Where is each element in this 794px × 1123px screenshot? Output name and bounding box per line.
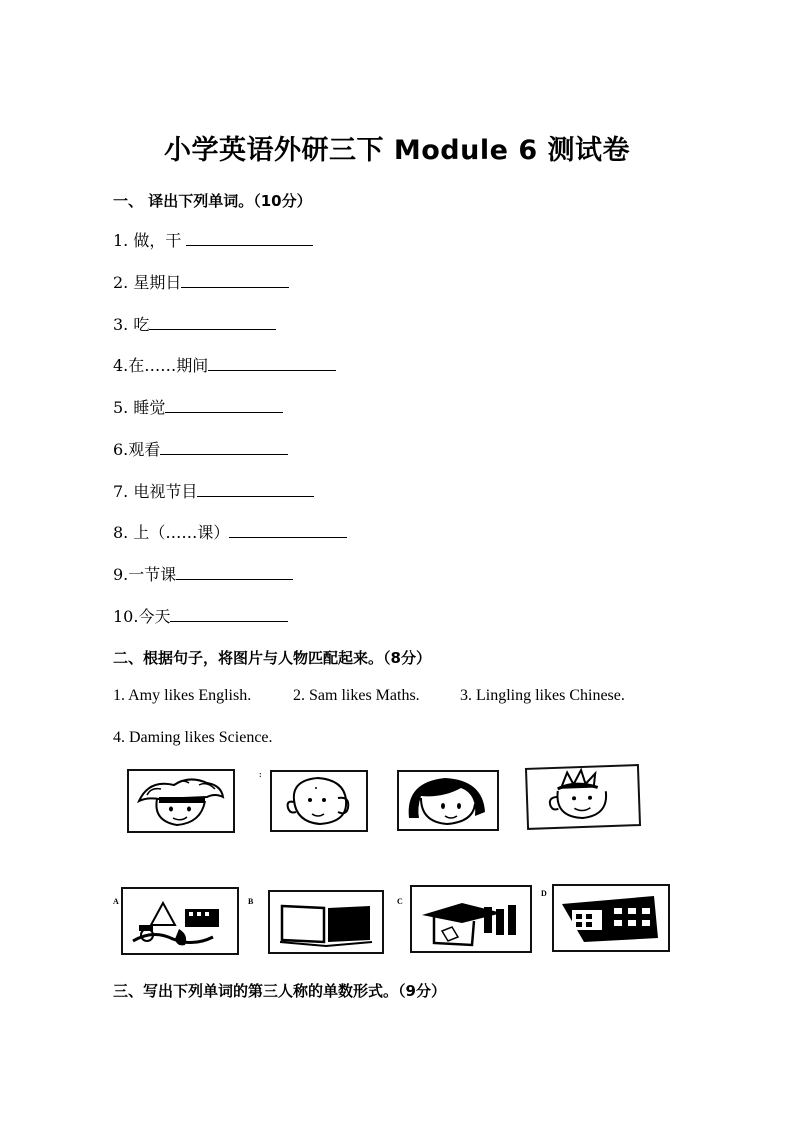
question-item-6 [113,438,288,460]
open-book-icon[interactable] [268,890,384,954]
spiky-hair-boy-face-icon[interactable] [525,764,641,830]
section-3-heading: 三、写出下列单词的第三人称的单数形式。（9分） [113,982,446,1000]
question-item-3 [113,313,276,335]
question-label: 2. 星期日 [113,273,182,292]
question-label: 6.观看 [113,440,161,459]
question-label: 1. 做，干 [113,231,187,250]
picture-letter-d: D [541,889,547,898]
question-item-5 [113,396,283,418]
girl-face-hair-bun-icon[interactable] [127,769,235,833]
section-2-heading: 二、根据句子，将图片与人物匹配起来。（8分） [113,649,431,667]
question-item-8 [113,521,347,543]
question-item-7 [113,480,314,502]
question-label: 7. 电视节目 [113,482,198,501]
page-title: 小学英语外研三下 Module 6 测试卷 [163,135,631,166]
question-label: 9.一节课 [113,565,177,584]
answer-blank[interactable] [181,271,289,288]
sentence-3: 3. Lingling likes Chinese. [460,687,625,704]
question-item-1 [113,229,313,251]
question-label: 3. 吃 [113,315,150,334]
answer-blank[interactable] [160,438,288,455]
calculator-book-icon[interactable] [552,884,670,952]
picture-letter-c: C [397,897,403,906]
question-item-2 [113,271,289,293]
question-item-9 [113,563,293,585]
answer-blank[interactable] [186,229,313,246]
sentence-4: 4. Daming likes Science. [113,729,273,746]
sentence-2: 2. Sam likes Maths. [293,687,420,704]
sentence-1: 1. Amy likes English. [113,687,252,704]
answer-blank[interactable] [197,480,314,497]
question-item-4 [113,354,336,376]
answer-blank[interactable] [170,605,288,622]
picture-letter-a: A [113,897,119,906]
answer-blank[interactable] [165,396,283,413]
question-item-10 [113,605,288,627]
question-label: 8. 上（……课） [113,523,230,542]
picture-marker: : [259,770,262,779]
section-1-heading: 一、 译出下列单词。（10分） [113,192,312,210]
answer-blank[interactable] [149,313,276,330]
classroom-desk-icon[interactable] [410,885,532,953]
answer-blank[interactable] [208,354,336,371]
question-label: 4.在……期间 [113,356,209,375]
girl-face-bob-hair-icon[interactable] [397,770,499,831]
picture-letter-b: B [248,897,254,906]
question-label: 10.今天 [113,607,171,626]
answer-blank[interactable] [229,521,347,538]
question-label: 5. 睡觉 [113,398,166,417]
bald-boy-face-icon[interactable] [270,770,368,832]
science-tools-icon[interactable] [121,887,239,955]
answer-blank[interactable] [176,563,293,580]
